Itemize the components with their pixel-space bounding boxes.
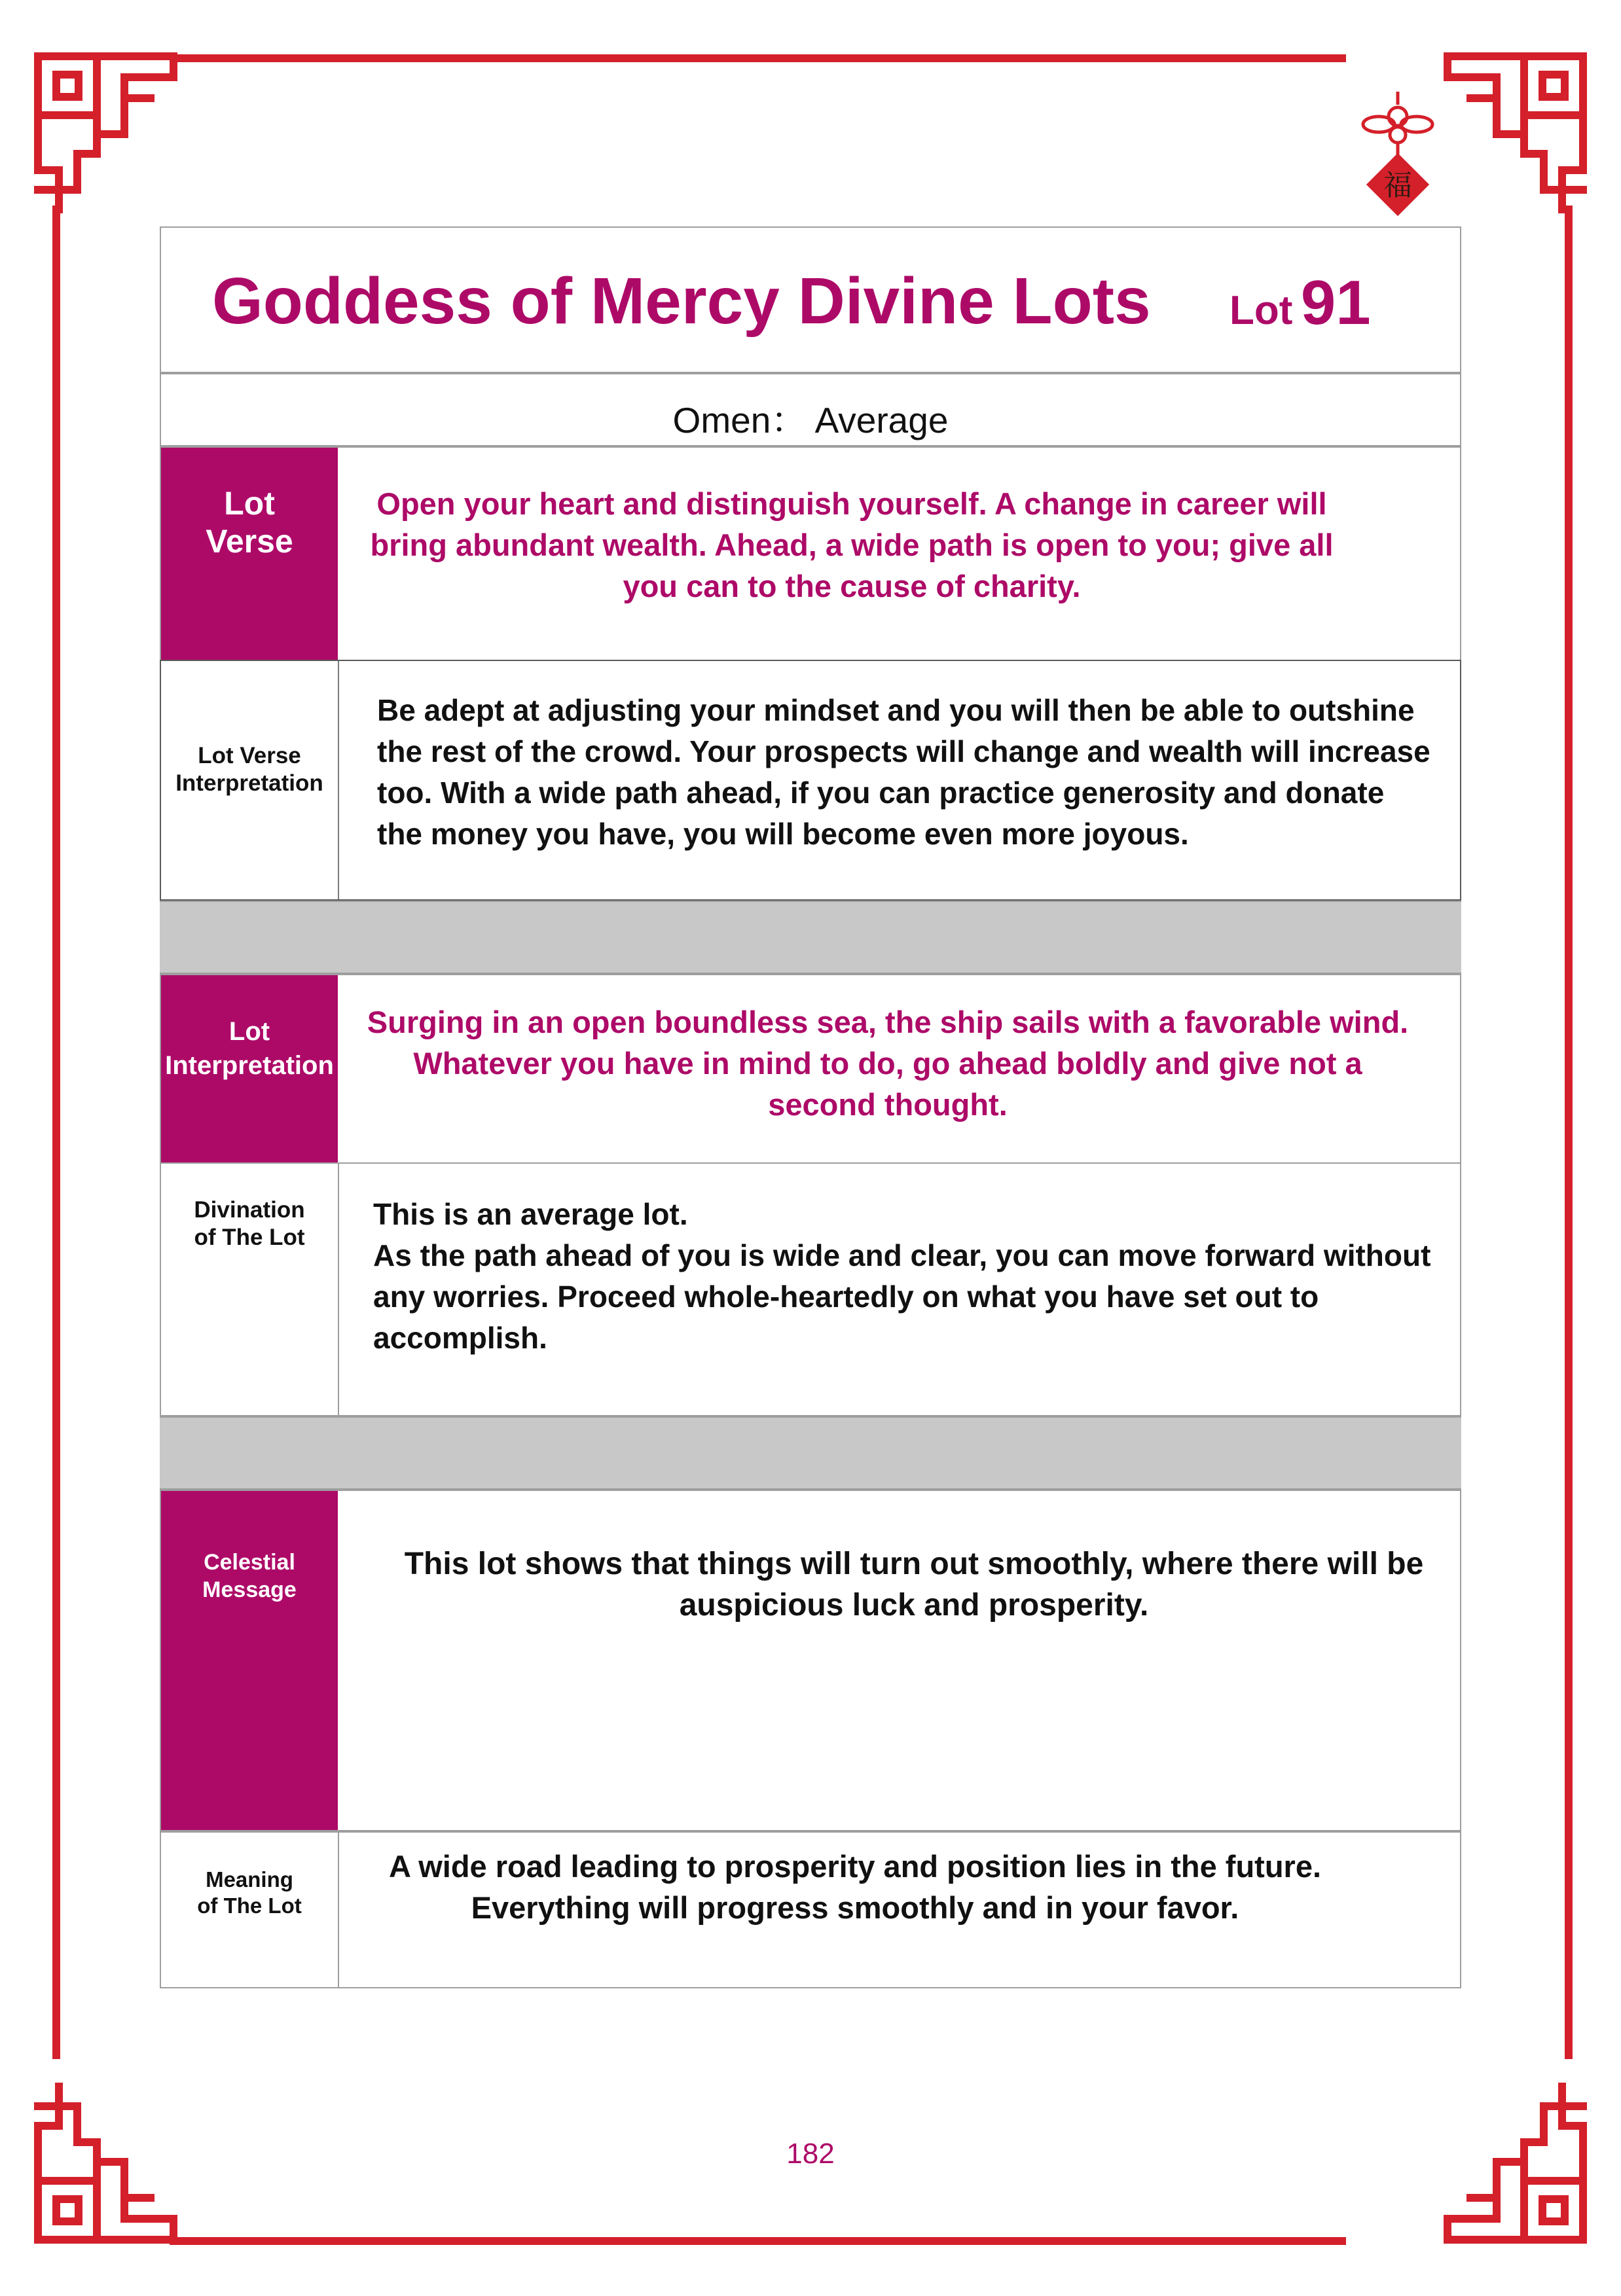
lot-interpretation-label: Lot Interpretation (161, 975, 338, 1162)
lot-verse-section (160, 446, 1461, 661)
lot-prefix: Lot (1229, 288, 1293, 333)
lot-interpretation-section (160, 974, 1461, 1164)
lot-interpretation-text: Surging in an open boundless sea, the ship sails with a favorable wind. Whatever you have in mind to do, go ahead boldly and give not a second thought. (367, 1005, 1409, 1122)
lot-verse-label: Lot Verse (161, 448, 338, 660)
section-divider (160, 901, 1461, 974)
divination-section (160, 1162, 1461, 1416)
page-number: 182 (786, 2138, 835, 2170)
lot-verse-interpretation-section (160, 660, 1461, 901)
celestial-message-section (160, 1490, 1461, 1831)
celestial-message-text: This lot shows that things will turn out smoothly, where there will be auspicious luck and prosperity. (404, 1547, 1424, 1623)
meaning-label: Meaning of The Lot (161, 1833, 339, 1987)
lot-number: 91 (1300, 268, 1371, 338)
meaning-section (160, 1831, 1461, 1988)
lot-verse-interpretation-label: Lot Verse Interpretation (161, 661, 339, 899)
page-title: Goddess of Mercy Divine Lots (212, 264, 1151, 338)
lot-number-block (1229, 267, 1371, 339)
title-box (160, 226, 1461, 373)
celestial-message-label: Celestial Message (161, 1491, 338, 1830)
lot-verse-text: Open your heart and distinguish yourself. A change in career will bring abundant wealth. Ahead, a wide path is open to you; give all you can to the cause of charity. (370, 486, 1334, 603)
lot-verse-interpretation-text: Be adept at adjusting your mindset and you will then be able to outshine the rest of the crowd. Your prospects will change and wealth will increase too. With a wide path ahead, if you can practice generosity and donate the money you have, you will become even more joyous. (377, 693, 1430, 851)
divination-text-line1: This is an average lot. (373, 1197, 688, 1231)
divination-text-line2: As the path ahead of you is wide and clear, you can move forward without any worries. Proceed whole-heartedly on what you have set out to accomplish. (373, 1238, 1431, 1355)
omen-row (160, 373, 1461, 446)
meaning-text: A wide road leading to prosperity and position lies in the future. Everything will progress smoothly and in your favor. (388, 1849, 1322, 1925)
divination-text (373, 1194, 1434, 1359)
fu-character: 福 (1383, 169, 1412, 202)
divination-label: Divination of The Lot (161, 1164, 339, 1415)
omen-text: Omen： Average (672, 400, 949, 440)
section-divider (160, 1416, 1461, 1490)
